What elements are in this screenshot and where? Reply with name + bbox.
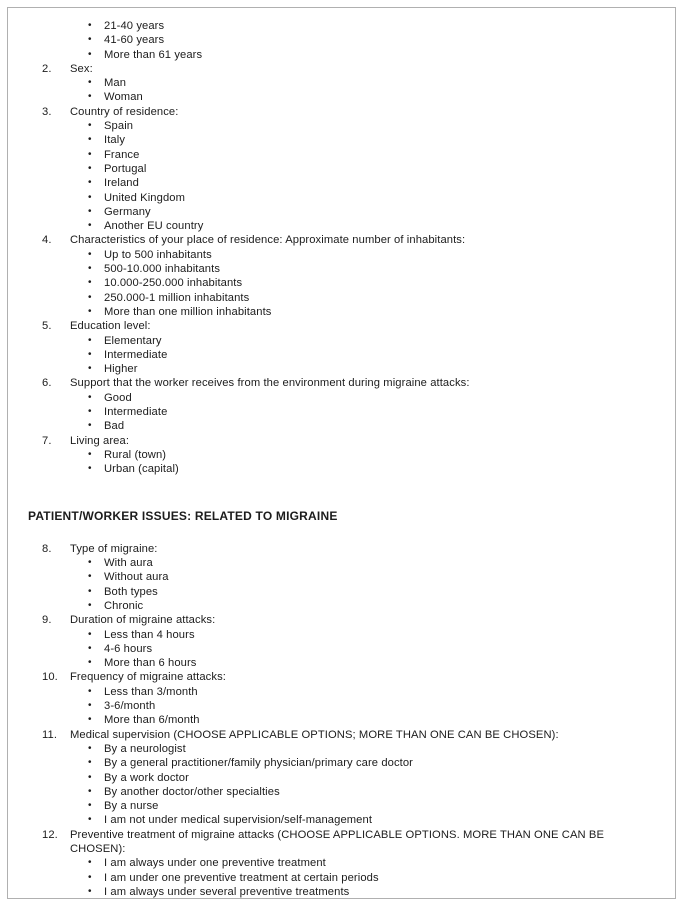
- option-item: [88, 348, 653, 362]
- option-item: [88, 291, 653, 305]
- question-item: [42, 233, 653, 319]
- question-number: 9.: [42, 614, 52, 627]
- question-body: [70, 670, 653, 727]
- option-item: [88, 176, 653, 190]
- option-list: [70, 248, 653, 319]
- option-item: [88, 756, 653, 770]
- option-item: [88, 90, 653, 104]
- option-item: [88, 205, 653, 219]
- option-item: [88, 699, 653, 713]
- option-item: [88, 276, 653, 290]
- option-item: [88, 48, 653, 62]
- option-item: [88, 362, 653, 376]
- option-item: [88, 771, 653, 785]
- bullet-icon: •: [88, 463, 92, 475]
- bullet-icon: •: [88, 205, 92, 217]
- option-list: [70, 19, 653, 62]
- option-label: 3-6/month: [104, 700, 156, 713]
- bullet-icon: •: [88, 657, 92, 669]
- bullet-icon: •: [88, 334, 92, 346]
- bullet-icon: •: [88, 34, 92, 46]
- option-label: Chronic: [104, 599, 144, 612]
- option-list: [70, 556, 653, 613]
- question-body: [70, 319, 653, 376]
- question-body: [70, 828, 653, 899]
- question-number: 4.: [42, 234, 52, 247]
- question-body: [70, 19, 653, 62]
- question-body: [70, 728, 653, 828]
- bullet-icon: •: [88, 177, 92, 189]
- option-list: [70, 76, 653, 105]
- option-label: Rural (town): [104, 448, 167, 461]
- option-item: [88, 19, 653, 33]
- option-label: Both types: [104, 585, 158, 598]
- option-label: By a neurologist: [104, 742, 186, 755]
- bullet-icon: •: [88, 191, 92, 203]
- question-text: Type of migraine:: [70, 542, 158, 555]
- option-label: Intermediate: [104, 348, 168, 361]
- option-item: [88, 556, 653, 570]
- option-label: 250.000-1 million inhabitants: [104, 291, 250, 304]
- question-number: [42, 19, 70, 62]
- option-list: [70, 119, 653, 233]
- option-item: [88, 248, 653, 262]
- bullet-icon: •: [88, 348, 92, 360]
- bullet-icon: •: [88, 291, 92, 303]
- option-item: [88, 871, 653, 885]
- option-list: [70, 742, 653, 828]
- option-item: [88, 599, 653, 613]
- bullet-icon: •: [88, 557, 92, 569]
- option-item: [88, 628, 653, 642]
- bullet-icon: •: [88, 363, 92, 375]
- option-item: [88, 119, 653, 133]
- option-label: Intermediate: [104, 406, 168, 419]
- question-body: [70, 434, 653, 477]
- option-item: [88, 642, 653, 656]
- option-label: Urban (capital): [104, 463, 179, 476]
- option-label: I am not under medical supervision/self-management: [104, 814, 373, 827]
- option-label: 10.000-250.000 inhabitants: [104, 277, 243, 290]
- bullet-icon: •: [88, 220, 92, 232]
- option-item: [88, 419, 653, 433]
- question-body: [70, 105, 653, 234]
- option-label: 21-40 years: [104, 20, 165, 32]
- question-item: [42, 319, 653, 376]
- option-label: 500-10.000 inhabitants: [104, 263, 221, 276]
- question-item: [42, 19, 653, 62]
- bullet-icon: •: [88, 448, 92, 460]
- option-item: [88, 334, 653, 348]
- option-item: [88, 391, 653, 405]
- option-list: [70, 628, 653, 671]
- bullet-icon: •: [88, 77, 92, 89]
- question-number: 6.: [42, 377, 52, 390]
- option-label: Less than 3/month: [104, 685, 198, 698]
- option-list: [70, 685, 653, 728]
- option-item: [88, 799, 653, 813]
- option-item: [88, 305, 653, 319]
- bullet-icon: •: [88, 162, 92, 174]
- bullet-icon: •: [88, 263, 92, 275]
- bullet-icon: •: [88, 248, 92, 260]
- bullet-icon: •: [88, 785, 92, 797]
- bullet-icon: •: [88, 599, 92, 611]
- option-label: Good: [104, 391, 132, 404]
- bullet-icon: •: [88, 628, 92, 640]
- option-label: By a nurse: [104, 800, 159, 813]
- option-item: [88, 856, 653, 870]
- question-item: [42, 434, 653, 477]
- option-label: Up to 500 inhabitants: [104, 248, 212, 261]
- option-label: I am always under several preventive treatments: [104, 885, 350, 898]
- bullet-icon: •: [88, 757, 92, 769]
- question-body: [70, 376, 653, 433]
- bullet-icon: •: [88, 91, 92, 103]
- option-item: [88, 162, 653, 176]
- question-item: [42, 828, 653, 899]
- question-list-migraine: [42, 542, 653, 899]
- bullet-icon: •: [88, 406, 92, 418]
- bullet-icon: •: [88, 148, 92, 160]
- option-label: Spain: [104, 120, 134, 133]
- question-item: [42, 728, 653, 828]
- question-item: [42, 670, 653, 727]
- option-item: [88, 76, 653, 90]
- question-item: [42, 613, 653, 670]
- option-item: [88, 742, 653, 756]
- option-label: By another doctor/other specialties: [104, 785, 280, 798]
- question-number: 11.: [42, 728, 58, 741]
- question-text: Characteristics of your place of residence: Approximate number of inhabitants:: [70, 234, 466, 247]
- bullet-icon: •: [88, 885, 92, 897]
- bullet-icon: •: [88, 642, 92, 654]
- option-label: Man: [104, 77, 127, 90]
- bullet-icon: •: [88, 120, 92, 132]
- option-item: [88, 570, 653, 584]
- section-heading: PATIENT/WORKER ISSUES: RELATED TO MIGRAINE: [28, 508, 338, 523]
- question-number: 5.: [42, 320, 52, 333]
- option-list: [70, 334, 653, 377]
- question-text: Education level:: [70, 320, 151, 333]
- option-label: Woman: [104, 91, 143, 104]
- question-number: 3.: [42, 105, 52, 118]
- option-item: [88, 813, 653, 827]
- option-list: [70, 448, 653, 477]
- question-text: Preventive treatment of migraine attacks (CHOOSE APPLICABLE OPTIONS. MORE THAN ONE CAN BE CHOSEN):: [70, 828, 605, 856]
- option-item: [88, 133, 653, 147]
- bullet-icon: •: [88, 814, 92, 826]
- bullet-icon: •: [88, 857, 92, 869]
- option-label: More than one million inhabitants: [104, 305, 272, 318]
- bullet-icon: •: [88, 585, 92, 597]
- bullet-icon: •: [88, 800, 92, 812]
- bullet-icon: •: [88, 571, 92, 583]
- option-item: [88, 191, 653, 205]
- question-number: 7.: [42, 434, 52, 447]
- option-label: Higher: [104, 363, 138, 376]
- question-number: 10.: [42, 671, 58, 684]
- option-label: 41-60 years: [104, 34, 165, 47]
- option-label: Elementary: [104, 334, 162, 347]
- option-item: [88, 405, 653, 419]
- option-item: [88, 33, 653, 47]
- option-item: [88, 713, 653, 727]
- question-body: [70, 62, 653, 105]
- question-item: [42, 376, 653, 433]
- question-body: [70, 613, 653, 670]
- bullet-icon: •: [88, 714, 92, 726]
- option-label: More than 6/month: [104, 714, 200, 727]
- option-item: [88, 262, 653, 276]
- option-label: Ireland: [104, 177, 139, 190]
- question-number: 12.: [42, 828, 58, 841]
- question-item: [42, 62, 653, 105]
- option-list: [70, 391, 653, 434]
- question-text: Frequency of migraine attacks:: [70, 671, 226, 684]
- bullet-icon: •: [88, 277, 92, 289]
- question-text: Medical supervision (CHOOSE APPLICABLE OPTIONS; MORE THAN ONE CAN BE CHOSEN):: [70, 728, 559, 741]
- bullet-icon: •: [88, 134, 92, 146]
- option-item: [88, 585, 653, 599]
- option-item: [88, 448, 653, 462]
- question-body: [70, 233, 653, 319]
- question-text: Sex:: [70, 62, 93, 75]
- option-label: Less than 4 hours: [104, 628, 195, 641]
- option-label: Bad: [104, 420, 125, 433]
- option-label: Portugal: [104, 162, 147, 175]
- bullet-icon: •: [88, 305, 92, 317]
- option-item: [88, 219, 653, 233]
- bullet-icon: •: [88, 700, 92, 712]
- option-item: [88, 148, 653, 162]
- option-label: I am under one preventive treatment at certain periods: [104, 871, 379, 884]
- option-label: Italy: [104, 134, 126, 147]
- bullet-icon: •: [88, 420, 92, 432]
- question-body: [70, 542, 653, 613]
- option-item: [88, 656, 653, 670]
- option-item: [88, 885, 653, 899]
- question-number: 2.: [42, 62, 52, 75]
- option-label: 4-6 hours: [104, 642, 153, 655]
- questionnaire-content: [28, 19, 653, 899]
- option-label: By a general practitioner/family physician/primary care doctor: [104, 757, 414, 770]
- option-label: Without aura: [104, 571, 169, 584]
- bullet-icon: •: [88, 771, 92, 783]
- bullet-icon: •: [88, 742, 92, 754]
- bullet-icon: •: [88, 685, 92, 697]
- option-label: Germany: [104, 205, 151, 218]
- question-text: Duration of migraine attacks:: [70, 614, 216, 627]
- option-list: [70, 856, 653, 899]
- option-item: [88, 785, 653, 799]
- bullet-icon: •: [88, 48, 92, 60]
- option-label: With aura: [104, 557, 153, 570]
- question-item: [42, 105, 653, 234]
- option-label: Another EU country: [104, 220, 204, 233]
- option-item: [88, 685, 653, 699]
- question-text: Living area:: [70, 434, 130, 447]
- question-list-demographics: [42, 19, 653, 477]
- bullet-icon: •: [88, 391, 92, 403]
- bullet-icon: •: [88, 20, 92, 31]
- question-text: Support that the worker receives from the environment during migraine attacks:: [70, 377, 470, 390]
- bullet-icon: •: [88, 871, 92, 883]
- option-label: I am always under one preventive treatment: [104, 857, 326, 870]
- option-item: [88, 462, 653, 476]
- option-label: By a work doctor: [104, 771, 189, 784]
- option-label: More than 6 hours: [104, 657, 197, 670]
- question-number: 8.: [42, 542, 52, 555]
- question-text: Country of residence:: [70, 105, 179, 118]
- option-label: United Kingdom: [104, 191, 186, 204]
- option-label: More than 61 years: [104, 48, 203, 61]
- question-item: [42, 542, 653, 613]
- option-label: France: [104, 148, 140, 161]
